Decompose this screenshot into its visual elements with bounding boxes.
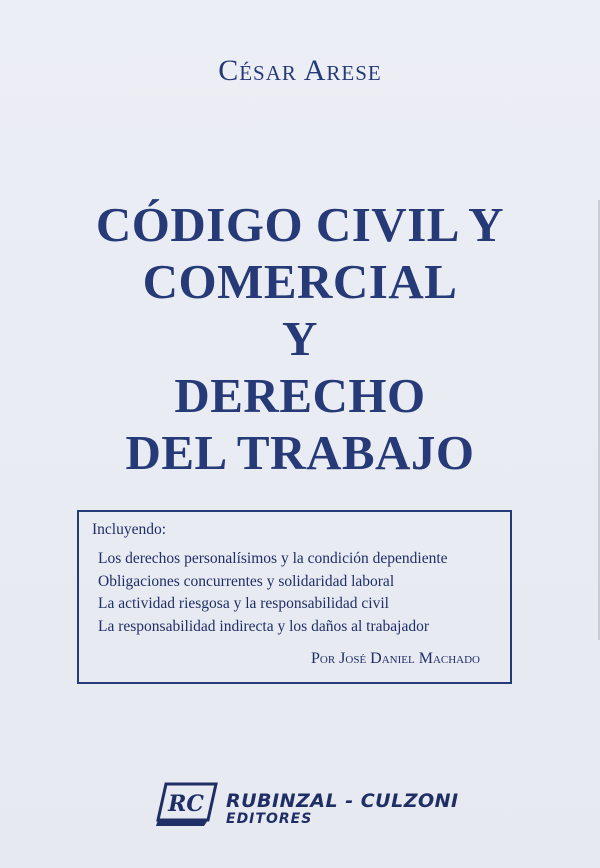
author-name: César Arese (218, 54, 382, 87)
title-line: DEL TRABAJO (125, 425, 475, 480)
list-item: La responsabilidad indirecta y los daños al trabajador (98, 617, 429, 635)
includes-box (77, 510, 512, 684)
list-item: Los derechos personalísimos y la condición dependiente (98, 550, 448, 567)
publisher-name: RUBINZAL - CULZONI (226, 790, 459, 812)
list-item: Obligaciones concurrentes y solidaridad laboral (98, 572, 395, 590)
title-line: CÓDIGO CIVIL Y (95, 197, 505, 252)
title-line: COMERCIAL (142, 254, 458, 309)
includes-list (98, 548, 448, 638)
list-item: La actividad riesgosa y la responsabilidad civil (98, 595, 389, 612)
publisher-logo-icon (156, 780, 220, 828)
title-line: Y (282, 311, 318, 366)
book-title (0, 196, 600, 481)
contributor-byline: Por José Daniel Machado (310, 650, 480, 667)
publisher-subtitle: EDITORES (226, 811, 313, 827)
includes-heading: Incluyendo: (92, 521, 167, 538)
publisher-block (156, 780, 466, 830)
publisher-logo-text: RC (168, 791, 204, 817)
title-line: DERECHO (174, 368, 426, 423)
